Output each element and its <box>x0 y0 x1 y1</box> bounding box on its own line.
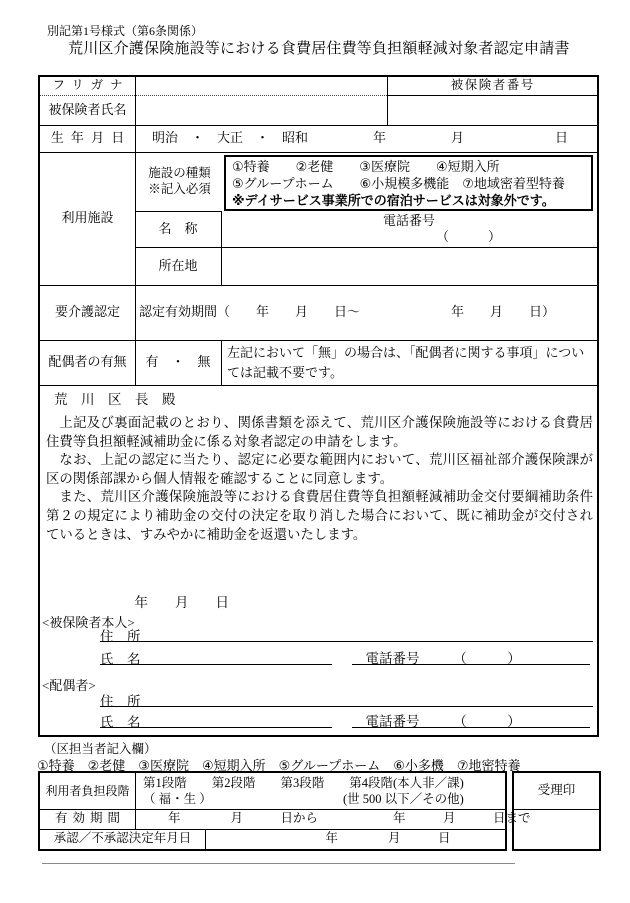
main-form-table <box>38 75 599 737</box>
receipt-stamp-label: 受理印 <box>537 783 576 798</box>
staff-facility-codes: ①特養 ②老健 ③医療院 ④短期入所 ⑤グループホーム ⑥小多機 ⑦地密特養 <box>37 758 521 773</box>
spouse-name-field[interactable]: 氏 名 <box>100 710 332 728</box>
spouse-signature-heading: <配偶者> <box>42 678 96 693</box>
spouse-address-field[interactable]: 住 所 <box>100 689 593 707</box>
divider <box>40 385 597 386</box>
facility-address-input-area[interactable] <box>221 247 597 285</box>
addressee: 荒 川 区 長 殿 <box>54 392 176 407</box>
spouse-presence-options[interactable]: 有 ・ 無 <box>145 354 211 370</box>
facility-address-label: 所在地 <box>158 257 198 273</box>
insured-number-label: 被保険者番号 <box>450 78 535 93</box>
facility-type-note: ※デイサービス事業所での宿泊サービスは対象外です。 <box>232 193 555 208</box>
page-title: 荒川区介護保険施設等における食費居住費等負担額軽減対象者認定申請書 <box>68 41 570 57</box>
staff-table <box>38 771 531 851</box>
spouse-presence-label: 配偶者の有無 <box>48 354 127 370</box>
valid-period-label: 有効期間 <box>54 811 125 826</box>
facility-type-options-line1[interactable]: ①特養 ②老健 ③医療院 ④短期入所 <box>232 159 500 174</box>
decision-date-label: 承認／不承認決定年月日 <box>53 831 192 846</box>
facility-phone-label: 電話番号 <box>382 212 435 228</box>
insured-address-field[interactable]: 住 所 <box>100 624 593 642</box>
staff-section-heading: （区担当者記入欄） <box>44 742 157 756</box>
insured-name-input-area[interactable] <box>135 95 387 125</box>
insured-signature-heading: <被保険者本人> <box>42 615 135 630</box>
care-certification-label: 要介護認定 <box>54 304 120 320</box>
facility-name-input-area[interactable] <box>221 211 597 247</box>
receipt-stamp-area[interactable] <box>514 809 599 849</box>
spouse-phone-field[interactable]: 電話番号 （ ） <box>352 710 590 728</box>
application-date-field[interactable]: 年 月 日 <box>40 595 229 610</box>
facility-section-label: 利用施設 <box>61 210 114 226</box>
decision-date-field[interactable]: 年 月 日 <box>213 831 451 846</box>
declaration-paragraph-3: また、荒川区介護保険施設等における食費居住費等負担額軽減補助金交付要綱補助条件第２の規定により補助金の交付の決定を取り消した場合において、既に補助金が交付されているときは、すみやかに補助金を返還いたします。 <box>46 489 593 542</box>
facility-phone-input-area[interactable]: （ ） <box>435 229 501 244</box>
facility-type-options[interactable] <box>224 155 593 211</box>
declaration-text <box>46 414 593 544</box>
facility-type-options-line2[interactable]: ⑤グループホーム ⑥小規模多機能 ⑦地域密着型特養 <box>232 176 565 191</box>
footer-rule <box>42 863 515 864</box>
valid-period-field[interactable]: 年 月 日から 年 月 日まで <box>143 811 531 826</box>
insured-name-label: 被保険者氏名 <box>48 101 127 117</box>
insured-phone-field[interactable]: 電話番号 （ ） <box>352 647 590 665</box>
birth-date-label: 生年月日 <box>50 130 132 146</box>
receipt-stamp-box <box>512 771 601 851</box>
furigana-label: フリガナ <box>52 78 130 93</box>
insured-number-input-area[interactable] <box>387 95 597 125</box>
birth-date-options[interactable]: 明治 ・ 大正 ・ 昭和 年 月 日 <box>139 130 569 146</box>
declaration-paragraph-2: なお、上記の認定に当たり、認定に必要な範囲内において、荒川区福祉部介護保険課が区の関係部課から個人情報を確認することに同意します。 <box>46 452 593 486</box>
burden-stage-label: 利用者負担段階 <box>45 783 130 798</box>
burden-stage-options[interactable]: 第1段階 第2段階 第3段階 第4段階(本人非／課) （ 福・生 ） (世 500 以下／その他) <box>143 775 464 806</box>
facility-name-label: 名 称 <box>158 220 198 236</box>
spouse-presence-note: 左記において「無」の場合は、「配偶者に関する事項」については記載不要です。 <box>227 344 585 380</box>
form-number: 別記第1号様式（第6条関係） <box>47 24 204 38</box>
furigana-input-area[interactable] <box>135 77 387 95</box>
declaration-paragraph-1: 上記及び裏面記載のとおり、関係書類を添えて、荒川区介護保険施設等における食費居住費等負担額軽減補助金に係る対象者認定の申請をします。 <box>46 415 593 449</box>
insured-name-field[interactable]: 氏 名 <box>100 647 332 665</box>
care-certification-period-field[interactable]: 認定有効期間（ 年 月 日～ 年 月 日） <box>139 304 556 320</box>
facility-type-label: 施設の種類 ※記入必須 <box>148 165 211 196</box>
